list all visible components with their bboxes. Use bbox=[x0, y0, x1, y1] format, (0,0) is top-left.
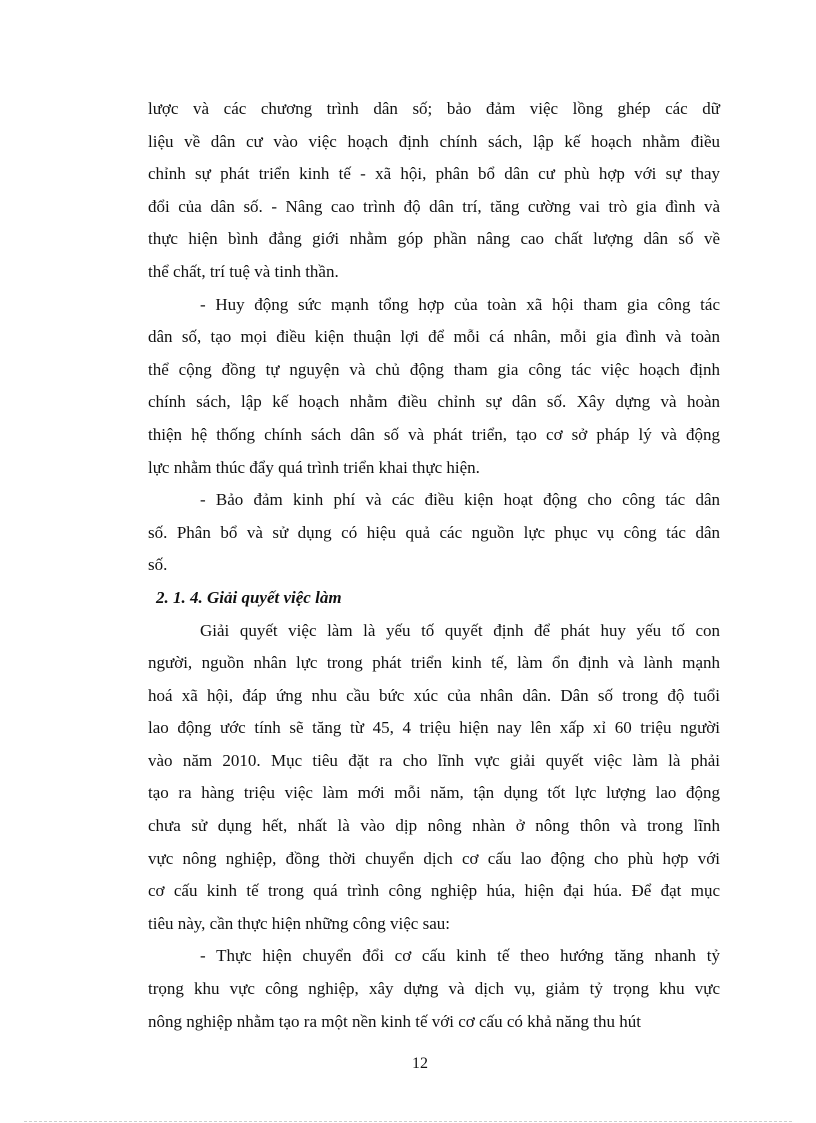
text-line: hoá xã hội, đáp ứng nhu cầu bức xúc của nhân dân. Dân số trong độ tuổi bbox=[148, 685, 720, 705]
text-line: thể chất, trí tuệ và tinh thần. bbox=[148, 261, 339, 281]
text-line: - Huy động sức mạnh tổng hợp của toàn xã hội tham gia công tác bbox=[200, 294, 720, 314]
text-line: - Bảo đảm kinh phí và các điều kiện hoạt động cho công tác dân bbox=[200, 490, 720, 510]
text-line: tạo ra hàng triệu việc làm mới mỗi năm, tận dụng tốt lực lượng lao động bbox=[148, 783, 720, 803]
text-line: chỉnh sự phát triển kinh tế - xã hội, phân bổ dân cư phù hợp với sự thay bbox=[148, 164, 720, 184]
text-line: - Thực hiện chuyển đổi cơ cấu kinh tế theo hướng tăng nhanh tỷ bbox=[200, 946, 720, 966]
page-body bbox=[148, 93, 720, 1038]
text-line: thực hiện bình đẳng giới nhằm góp phần nâng cao chất lượng dân số về bbox=[148, 229, 720, 249]
text-line: lược và các chương trình dân số; bảo đảm việc lồng ghép các dữ bbox=[148, 99, 720, 118]
page-bottom-divider bbox=[24, 1121, 792, 1122]
text-line: cơ cấu kinh tế trong quá trình công nghiệp húa, hiện đại húa. Để đạt mục bbox=[148, 881, 720, 901]
text-line: số. Phân bổ và sử dụng có hiệu quả các nguồn lực phục vụ công tác dân bbox=[148, 522, 720, 542]
text-line: người, nguồn nhân lực trong phát triển kinh tế, làm ổn định và lành mạnh bbox=[148, 653, 720, 673]
text-line: đổi của dân số. - Nâng cao trình độ dân trí, tăng cường vai trò gia đình và bbox=[148, 196, 720, 216]
text-line: lực nhằm thúc đẩy quá trình triển khai thực hiện. bbox=[148, 457, 480, 477]
text-line: vào năm 2010. Mục tiêu đặt ra cho lĩnh vực giải quyết việc làm là phải bbox=[148, 750, 720, 770]
text-line: thể cộng đồng tự nguyện và chủ động tham gia công tác việc hoạch định bbox=[148, 359, 720, 379]
page-number: 12 bbox=[412, 1055, 428, 1072]
text-line: tiêu này, cần thực hiện những công việc sau: bbox=[148, 913, 450, 933]
text-line: dân số, tạo mọi điều kiện thuận lợi để mỗi cá nhân, mỗi gia đình và toàn bbox=[148, 327, 720, 347]
text-line: liệu về dân cư vào việc hoạch định chính sách, lập kế hoạch nhằm điều bbox=[148, 131, 720, 151]
text-line: vực nông nghiệp, đồng thời chuyển dịch cơ cấu lao động cho phù hợp với bbox=[148, 848, 720, 868]
text-line: chính sách, lập kế hoạch nhằm điều chỉnh sự dân số. Xây dựng và hoàn bbox=[148, 392, 720, 412]
text-line: nông nghiệp nhằm tạo ra một nền kinh tế với cơ cấu có khả năng thu hút bbox=[148, 1011, 641, 1031]
text-line: số. bbox=[148, 555, 168, 575]
section-heading: 2. 1. 4. Giải quyết việc làm bbox=[156, 587, 342, 607]
text-line: chưa sử dụng hết, nhất là vào dịp nông nhàn ở nông thôn và trong lĩnh bbox=[148, 816, 720, 836]
text-line: lao động ước tính sẽ tăng từ 45, 4 triệu hiện nay lên xấp xỉ 60 triệu người bbox=[148, 718, 720, 738]
text-line: Giải quyết việc làm là yếu tố quyết định để phát huy yếu tố con bbox=[200, 620, 720, 640]
text-line: thiện hệ thống chính sách dân số và phát triển, tạo cơ sở pháp lý và động bbox=[148, 424, 720, 444]
text-line: trọng khu vực công nghiệp, xây dựng và dịch vụ, giảm tỷ trọng khu vực bbox=[148, 979, 720, 999]
